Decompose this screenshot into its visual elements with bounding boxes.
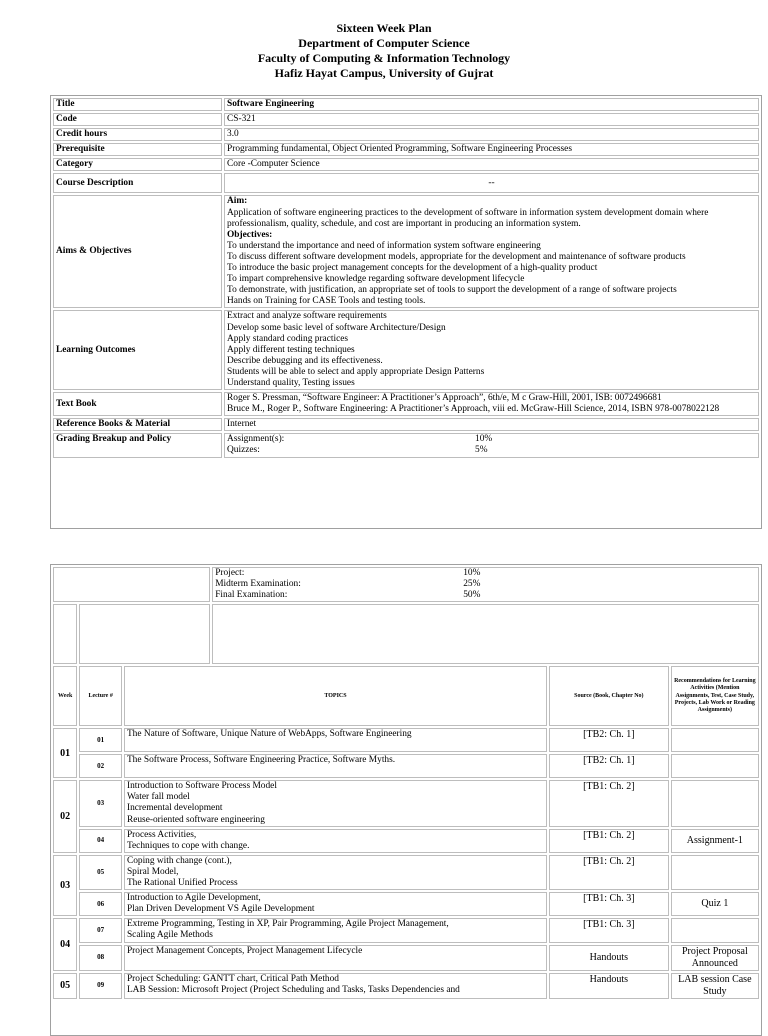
week-number: 03 <box>53 855 77 916</box>
textbook-label: Text Book <box>53 392 222 416</box>
objective-item: Hands on Training for CASE Tools and testing tools. <box>227 296 426 307</box>
source-cell: [TB1: Ch. 3] <box>549 892 669 916</box>
textbook-item: Roger S. Pressman, “Software Engineer: A Practitioner’s Approach”, 6th/e, M c Graw-Hill, 2001, ISB: 0072496681 <box>227 393 662 404</box>
aims-value <box>224 195 759 308</box>
week-number: 02 <box>53 780 77 853</box>
reference-label: Reference Books & Material <box>53 418 222 431</box>
topic-line: Project Scheduling: GANTT chart, Critical Path Method <box>126 973 339 984</box>
topics-cell <box>124 892 547 916</box>
lecture-number: 05 <box>79 855 122 890</box>
recommendation-cell: Assignment-1 <box>671 829 759 853</box>
title-row <box>53 98 759 111</box>
grading-item-percent: 25% <box>463 579 481 590</box>
topic-line: LAB Session: Microsoft Project (Project Scheduling and Tasks, Tasks Dependencies and <box>126 984 460 995</box>
recommendation-cell <box>671 780 759 826</box>
grading-item-name: Final Examination: <box>215 590 288 601</box>
grading-item-name: Assignment(s): <box>227 434 285 445</box>
topics-cell <box>124 829 547 853</box>
code-value: CS-321 <box>224 113 759 126</box>
plan-title: Sixteen Week Plan <box>336 21 432 35</box>
textbook-item: Bruce M., Roger P., Software Engineering: A Practitioner’s Approach, viii ed. McGraw-Hill Science, 2014, ISBN 978-0078022128 <box>227 404 720 415</box>
recommendation-cell <box>671 855 759 890</box>
grading-value <box>224 433 759 457</box>
grading-item-name: Quizzes: <box>227 445 260 456</box>
topics-cell <box>124 728 547 752</box>
schedule-row <box>53 855 759 890</box>
grading-item <box>215 590 756 601</box>
topic-line: Plan Driven Development VS Agile Development <box>126 904 315 915</box>
source-header: Source (Book, Chapter No) <box>549 666 669 726</box>
schedule-row <box>53 973 759 999</box>
empty-cell <box>53 604 77 664</box>
topics-cell <box>124 918 547 942</box>
empty-cell <box>212 604 759 664</box>
week-number: 05 <box>53 973 77 999</box>
lecture-number: 01 <box>79 728 122 752</box>
source-cell: [TB2: Ch. 1] <box>549 754 669 778</box>
schedule-grid <box>51 565 761 1001</box>
textbook-value <box>224 392 759 416</box>
schedule-row <box>53 892 759 916</box>
topic-line: The Software Process, Software Engineering Practice, Software Myths. <box>126 755 396 766</box>
grading-item <box>215 568 756 579</box>
lecture-number: 09 <box>79 973 122 999</box>
recommendation-cell: Project Proposal Announced <box>671 945 759 971</box>
topic-line: Extreme Programming, Testing in XP, Pair Programming, Agile Project Management, <box>126 919 449 930</box>
week-number: 04 <box>53 918 77 970</box>
reference-value: Internet <box>224 418 759 431</box>
aims-label: Aims & Objectives <box>53 195 222 308</box>
lecture-number: 07 <box>79 918 122 942</box>
code-row <box>53 113 759 126</box>
topics-cell <box>124 754 547 778</box>
lecture-number: 08 <box>79 945 122 971</box>
source-cell: Handouts <box>549 973 669 999</box>
objective-item: To demonstrate, with justification, an appropriate set of tools to support the development of a range of software projects <box>227 285 677 296</box>
description-row <box>53 173 759 193</box>
grading-item-percent: 5% <box>475 445 488 456</box>
prerequisite-value: Programming fundamental, Object Oriented Programming, Software Engineering Processes <box>224 143 759 156</box>
credit-label: Credit hours <box>53 128 222 141</box>
source-cell: Handouts <box>549 945 669 971</box>
grading-item-name: Project: <box>215 568 245 578</box>
description-value: -- <box>224 173 759 193</box>
outcome-item: Develop some basic level of software Architecture/Design <box>227 322 446 333</box>
campus-name: Hafiz Hayat Campus, University of Gujrat <box>274 66 494 80</box>
topic-line: Water fall model <box>126 792 190 803</box>
outcome-item: Describe debugging and its effectiveness. <box>227 355 383 366</box>
grading-item <box>227 434 756 445</box>
recommendation-cell <box>671 728 759 752</box>
reference-row <box>53 418 759 431</box>
objective-item: To impart comprehensive knowledge regarding software development lifecycle <box>227 274 525 285</box>
aim-heading: Aim: <box>227 196 248 207</box>
topic-line: The Nature of Software, Unique Nature of WebApps, Software Engineering <box>126 729 412 740</box>
source-cell: [TB1: Ch. 2] <box>549 855 669 890</box>
empty-row <box>53 604 759 664</box>
title-value: Software Engineering <box>224 98 759 111</box>
topics-cell <box>124 945 547 971</box>
topic-line: Reuse-oriented software engineering <box>126 814 265 825</box>
outcomes-value <box>224 310 759 390</box>
objective-item: To discuss different software development models, appropriate for the development and maintenance of software products <box>227 251 686 262</box>
grading-item-percent: 10% <box>475 434 493 445</box>
source-cell: [TB1: Ch. 2] <box>549 829 669 853</box>
schedule-row <box>53 754 759 778</box>
credit-row <box>53 128 759 141</box>
objectives-heading: Objectives: <box>227 229 273 240</box>
source-cell: [TB1: Ch. 2] <box>549 780 669 826</box>
grading-item-percent: 10% <box>463 568 481 578</box>
course-info-table <box>50 95 762 529</box>
topic-line: Introduction to Agile Development, <box>126 893 261 904</box>
textbook-row <box>53 392 759 416</box>
grading-row <box>53 433 759 457</box>
category-label: Category <box>53 158 222 171</box>
empty-cell <box>79 604 210 664</box>
schedule-row <box>53 918 759 942</box>
topic-line: Process Activities, <box>126 829 197 840</box>
source-cell: [TB1: Ch. 3] <box>549 918 669 942</box>
document-header <box>0 21 768 81</box>
topic-line: Spiral Model, <box>126 866 179 877</box>
topics-cell <box>124 855 547 890</box>
faculty-name: Faculty of Computing & Information Technology <box>257 51 511 65</box>
outcome-item: Understand quality, Testing issues <box>227 377 355 388</box>
recommendation-cell: LAB session Case Study <box>671 973 759 999</box>
prerequisite-row <box>53 143 759 156</box>
grading-continued-blank <box>53 567 210 602</box>
lecture-number: 06 <box>79 892 122 916</box>
outcome-item: Apply standard coding practices <box>227 333 349 344</box>
category-value: Core -Computer Science <box>224 158 759 171</box>
topic-line: Techniques to cope with change. <box>126 840 250 851</box>
topic-line: Coping with change (cont.), <box>126 855 232 866</box>
grading-item-percent: 50% <box>463 590 481 601</box>
recommendation-cell: Quiz 1 <box>671 892 759 916</box>
source-cell: [TB2: Ch. 1] <box>549 728 669 752</box>
grading-item-name: Midterm Examination: <box>215 579 301 590</box>
recommendation-cell <box>671 918 759 942</box>
week-header: Week <box>53 666 77 726</box>
code-label: Code <box>53 113 222 126</box>
title-label: Title <box>53 98 222 111</box>
department-name: Department of Computer Science <box>298 36 470 50</box>
topic-line: Scaling Agile Methods <box>126 930 213 941</box>
grading-continued-row <box>53 567 759 602</box>
week-number: 01 <box>53 728 77 778</box>
description-label: Course Description <box>53 173 222 193</box>
topic-line: Incremental development <box>126 803 223 814</box>
lecture-header: Lecture # <box>79 666 122 726</box>
schedule-row <box>53 829 759 853</box>
category-row <box>53 158 759 171</box>
schedule-table <box>50 564 762 1036</box>
topics-cell <box>124 780 547 826</box>
objective-item: To understand the importance and need of information system software engineering <box>227 240 541 251</box>
grading-continued-value <box>212 567 759 602</box>
grading-item <box>215 579 756 590</box>
topic-line: Introduction to Software Process Model <box>126 781 277 792</box>
topics-cell <box>124 973 547 999</box>
credit-value: 3.0 <box>224 128 759 141</box>
schedule-header-row <box>53 666 759 726</box>
grading-item <box>227 445 756 456</box>
schedule-row <box>53 780 759 826</box>
recommendations-header: Recommendations for Learning Activities (Mention Assignments, Test, Case Study, Projects, Lab Work or Reading Assignments) <box>671 666 759 726</box>
topic-line: Project Management Concepts, Project Management Lifecycle <box>126 945 363 956</box>
topics-header: TOPICS <box>124 666 547 726</box>
grading-label: Grading Breakup and Policy <box>53 433 222 457</box>
course-info-grid <box>51 96 761 460</box>
aims-row <box>53 195 759 308</box>
aim-text: Application of software engineering practices to the development of software in information system development domain where professionalism, quality, schedule, and cost are important in producing an information system. <box>227 207 709 229</box>
recommendation-cell <box>671 754 759 778</box>
outcome-item: Apply different testing techniques <box>227 344 355 355</box>
schedule-row <box>53 728 759 752</box>
outcome-item: Extract and analyze software requirements <box>227 311 387 322</box>
lecture-number: 03 <box>79 780 122 826</box>
topic-line: The Rational Unified Process <box>126 878 238 889</box>
prerequisite-label: Prerequisite <box>53 143 222 156</box>
outcomes-label: Learning Outcomes <box>53 310 222 390</box>
objective-item: To introduce the basic project management concepts for the development of a high-quality product <box>227 263 598 274</box>
lecture-number: 02 <box>79 754 122 778</box>
lecture-number: 04 <box>79 829 122 853</box>
outcome-item: Students will be able to select and apply appropriate Design Patterns <box>227 366 485 377</box>
outcomes-row <box>53 310 759 390</box>
schedule-row <box>53 945 759 971</box>
